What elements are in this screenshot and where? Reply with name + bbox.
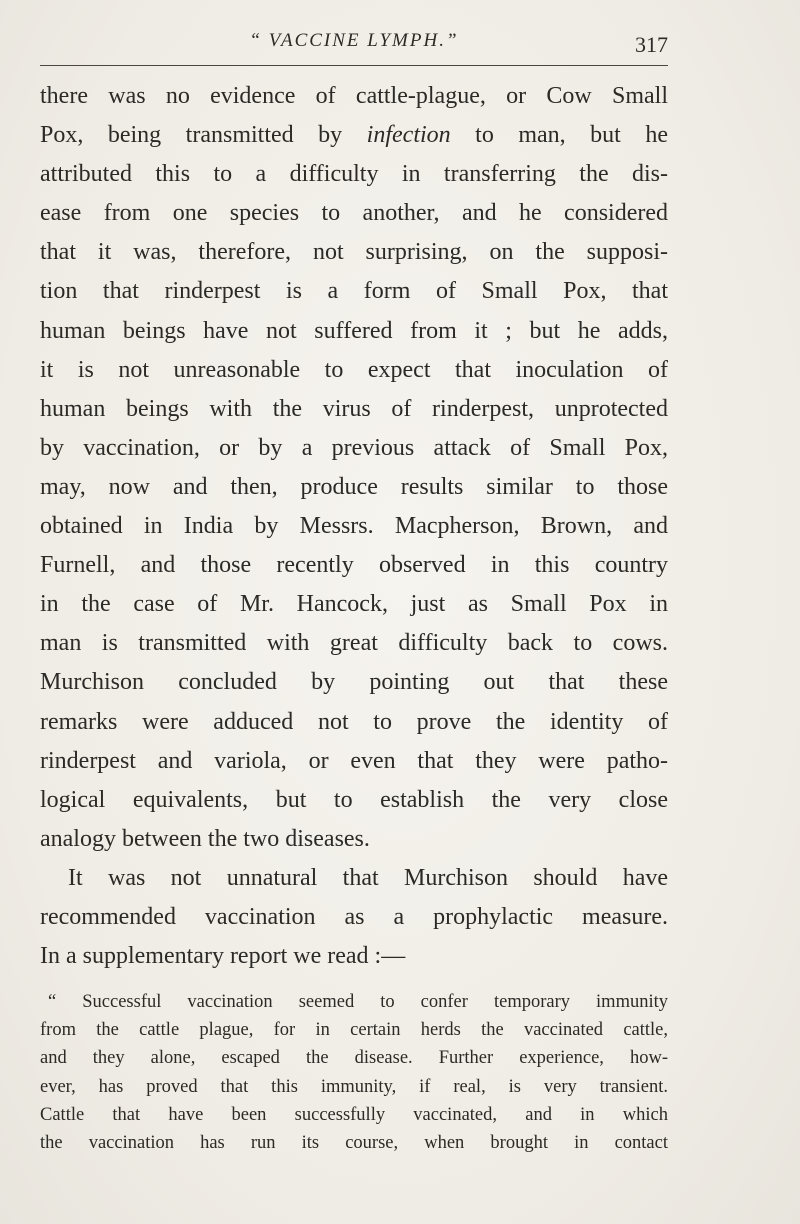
body-line: there was no evidence of cattle-plague, or Cow Small [40,83,668,109]
header-rule [40,65,668,66]
quote-line: from the cattle plague, for in certain herds the vaccinated cattle, [40,1020,668,1041]
quote-line: “ Successful vaccination seemed to confer temporary immunity [48,992,668,1012]
body-line [40,116,668,155]
body-line: logical equivalents, but to establish the very close [40,786,668,813]
body-line: remarks were adduced not to prove the identity of [40,708,668,735]
body-line: rinderpest and variola, or even that they were patho- [40,747,668,774]
body-line: In a supplementary report we read :— [40,943,406,970]
body-line: it is not unreasonable to expect that inoculation of [40,356,668,383]
italic-emphasis: infection [366,122,451,149]
body-line: obtained in India by Messrs. Macpherson, Brown, and [40,513,668,540]
quote-line: Cattle that have been successfully vaccinated, and in which [40,1104,668,1125]
body-line: Murchison concluded by pointing out that these [40,669,668,696]
paragraph-start-line: It was not unnatural that Murchison should have [68,864,668,891]
body-line: ease from one species to another, and he considered [40,200,668,227]
body-line: in the case of Mr. Hancock, just as Small Pox in [40,591,668,618]
block-quote [40,988,668,1157]
page-number: 317 [635,32,668,57]
text-segment: to man, but he [450,122,668,149]
quote-line: ever, has proved that this immunity, if real, is very transient. [40,1076,668,1097]
page-header [40,24,668,64]
body-line: human beings have not suffered from it ; but he adds, [40,317,668,344]
body-text [40,77,668,976]
running-title: “ VACCINE LYMPH.” [249,30,459,51]
body-line: recommended vaccination as a prophylactic measure. [40,903,668,930]
body-line: by vaccination, or by a previous attack of Small Pox, [40,434,668,461]
body-line: attributed this to a difficulty in transferring the dis- [40,161,668,188]
quote-line: and they alone, escaped the disease. Further experience, how- [40,1048,668,1069]
quote-line: the vaccination has run its course, when brought in contact [40,1132,668,1153]
body-line: analogy between the two diseases. [40,825,370,852]
body-line: Furnell, and those recently observed in this country [40,552,668,579]
text-segment: Pox, being transmitted by [40,122,367,149]
body-line: tion that rinderpest is a form of Small Pox, that [40,278,668,305]
body-line: human beings with the virus of rinderpest, unprotected [40,395,668,422]
body-line: that it was, therefore, not surprising, on the supposi- [40,239,668,266]
body-line: may, now and then, produce results similar to those [40,473,668,500]
body-line: man is transmitted with great difficulty back to cows. [40,630,668,657]
